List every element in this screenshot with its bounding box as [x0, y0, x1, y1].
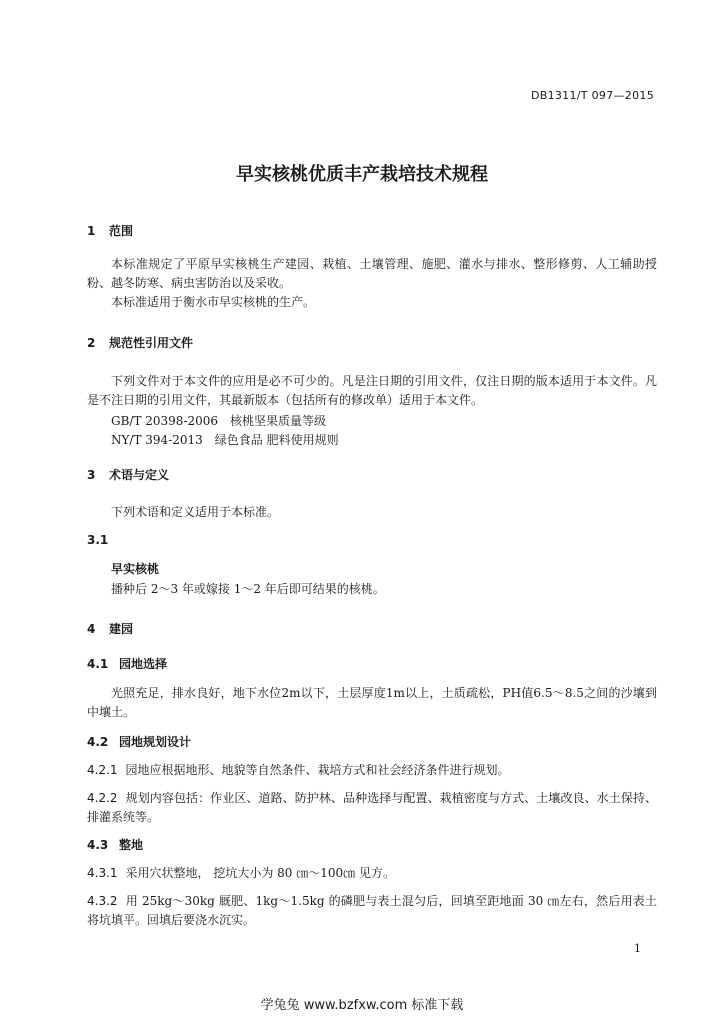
clause-text: 园地应根据地形、地貌等自然条件、栽培方式和社会经济条件进行规划。 [125, 763, 510, 777]
clause-text: 采用穴状整地， 挖坑大小为 80 ㎝～100㎝ 见方。 [125, 866, 395, 880]
document-code: DB1311/T 097—2015 [530, 89, 654, 102]
clause-4-2-1 [87, 761, 657, 780]
subsection-number [87, 533, 108, 547]
paragraph: 本标准规定了平原早实核桃生产建园、栽植、土壤管理、施肥、灌水与排水、整形修剪、人工辅助授粉、越冬防寒、病虫害防治以及采收。 [87, 257, 657, 290]
section-title: 园地规划设计 [119, 735, 192, 749]
term-name: 早实核桃 [111, 562, 160, 576]
clause-number: 4.3.2 [87, 894, 118, 908]
clause-number: 4.2.1 [87, 763, 118, 777]
section-number: 2 [87, 336, 96, 350]
subsection-number-text: 3.1 [87, 533, 109, 547]
section-number: 1 [87, 224, 96, 238]
page-number: 1 [634, 942, 641, 955]
section-title: 整地 [119, 838, 144, 852]
subsection-4-1-heading [87, 655, 167, 672]
section-title: 范围 [109, 224, 134, 238]
term-definition: 播种后 2～3 年或嫁接 1～2 年后即可结果的核桃。 [111, 582, 385, 596]
section-title: 规范性引用文件 [109, 336, 194, 350]
clause-4-3-1 [87, 864, 657, 883]
section-title: 园地选择 [119, 657, 168, 671]
section-number: 4 [87, 622, 96, 636]
clause-text: 规划内容包括：作业区、道路、防护林、品种选择与配置、栽植密度与方式、土壤改良、水土保持、排灌系统等。 [87, 791, 657, 824]
paragraph: 光照充足，排水良好，地下水位2m以下，土层厚度1m以上，土质疏松，PH值6.5～8.5之间的沙壤到中壤土。 [87, 686, 657, 719]
section-2-heading [87, 334, 193, 351]
document-title: 早实核桃优质丰产栽培技术规程 [236, 164, 488, 185]
footer-watermark: 学兔兔 www.bzfxw.com 标准下载 [260, 998, 464, 1013]
subsection-4-2-heading [87, 733, 191, 750]
clause-text: 用 25kg～30kg 厩肥、1kg～1.5kg 的磷肥与表土混匀后，回填至距地面 30 ㎝左右，然后用表土将坑填平。回填后要浇水沉实。 [87, 894, 657, 927]
paragraph: 本标准适用于衡水市早实核桃的生产。 [111, 295, 316, 309]
reference-item: NY/T 394-2013 绿色食品 肥料使用规则 [111, 433, 339, 447]
section-number: 4.3 [87, 838, 109, 852]
section-number: 4.1 [87, 657, 109, 671]
section-number: 4.2 [87, 735, 109, 749]
clause-number: 4.2.2 [87, 791, 118, 805]
section-4-heading [87, 620, 133, 637]
section-3-heading [87, 466, 169, 483]
reference-item: GB/T 20398-2006 核桃坚果质量等级 [111, 414, 327, 428]
section-number: 3 [87, 468, 96, 482]
section-title: 建园 [109, 622, 134, 636]
clause-4-2-2 [87, 789, 657, 827]
paragraph: 下列文件对于本文件的应用是必不可少的。凡是注日期的引用文件，仅注日期的版本适用于本文件。凡是不注日期的引用文件，其最新版本（包括所有的修改单）适用于本文件。 [87, 374, 657, 407]
clause-number: 4.3.1 [87, 866, 118, 880]
paragraph: 下列术语和定义适用于本标准。 [111, 505, 280, 519]
clause-4-3-2 [87, 892, 657, 930]
section-1-heading [87, 222, 133, 239]
subsection-4-3-heading [87, 836, 143, 853]
section-title: 术语与定义 [109, 468, 170, 482]
